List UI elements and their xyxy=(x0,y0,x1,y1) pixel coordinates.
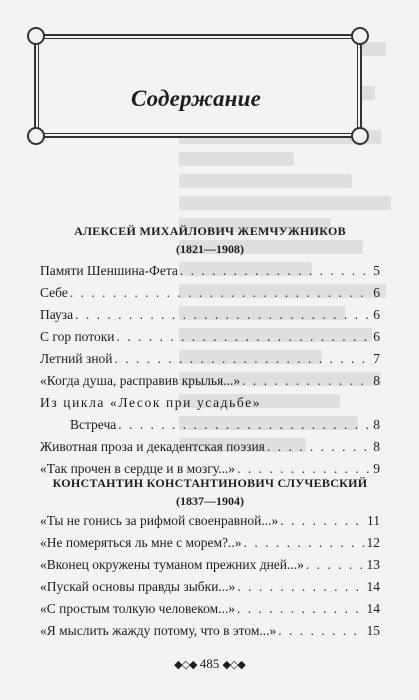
entry-page: 8 xyxy=(373,373,380,388)
toc-entry[interactable] xyxy=(40,417,380,439)
toc-entry[interactable] xyxy=(40,623,380,645)
toc-entry[interactable] xyxy=(40,439,380,461)
toc-entry[interactable] xyxy=(40,351,380,373)
author-name: КОНСТАНТИН КОНСТАНТИНОВИЧ СЛУЧЕВСКИЙ xyxy=(52,476,368,490)
toc-entry[interactable] xyxy=(40,557,380,579)
dot-leader xyxy=(115,351,372,367)
toc-entry[interactable] xyxy=(40,307,380,329)
entry-page: 6 xyxy=(373,329,380,344)
entry-page: 13 xyxy=(366,557,380,572)
entry-page: 8 xyxy=(373,439,380,454)
entry-title: «Ты не гонись за рифмой своенравной...» xyxy=(40,513,279,528)
author-years: (1837—1904) xyxy=(176,494,244,508)
toc-entry[interactable] xyxy=(40,373,380,395)
entry-title: «Вконец окружены туманом прежних дней...» xyxy=(40,557,304,572)
toc-entry[interactable] xyxy=(40,513,380,535)
frame-corner-ornament xyxy=(27,127,45,145)
page-number xyxy=(0,656,419,672)
toc-entry[interactable] xyxy=(40,329,380,351)
dot-leader xyxy=(306,557,365,573)
entry-page: 6 xyxy=(373,285,380,300)
author-name: АЛЕКСЕЙ МИХАЙЛОВИЧ ЖЕМЧУЖНИКОВ xyxy=(74,224,346,238)
entry-page: 12 xyxy=(366,535,380,550)
page-number-value: 485 xyxy=(199,656,220,671)
cycle-heading: Из цикла «Лесок при усадьбе» xyxy=(40,395,262,410)
entry-title: «Я мыслить жажду потому, что в этом...» xyxy=(40,623,277,638)
entry-title: Животная проза и декадентская поэзия xyxy=(40,439,265,454)
dot-leader xyxy=(237,461,371,477)
toc-entry[interactable] xyxy=(40,263,380,285)
entry-page: 14 xyxy=(366,601,380,616)
entry-title: Летний зной xyxy=(40,351,113,366)
entry-title: Памяти Шеншина-Фета xyxy=(40,263,178,278)
entry-page: 8 xyxy=(373,417,380,432)
toc-entry[interactable] xyxy=(40,285,380,307)
entry-title: «Так прочен в сердце и в мозгу...» xyxy=(40,461,236,476)
dot-leader xyxy=(180,263,371,279)
dot-leader xyxy=(75,307,371,323)
toc-entry[interactable] xyxy=(40,535,380,557)
frame-corner-ornament xyxy=(351,27,369,45)
entry-title: «Когда душа, расправив крылья...» xyxy=(40,373,241,388)
entry-title: «С простым толкую человеком...» xyxy=(40,601,236,616)
entry-title: «Не померяться ль мне с морем?..» xyxy=(40,535,242,550)
toc-entry[interactable] xyxy=(40,601,380,623)
entry-page: 11 xyxy=(367,513,380,528)
entry-title: Встреча xyxy=(70,417,117,432)
toc-section-1 xyxy=(40,263,380,483)
frame-corner-ornament xyxy=(351,127,369,145)
right-ornament-icon: ◆◇◆ xyxy=(222,659,245,671)
entry-title: Себе xyxy=(40,285,68,300)
entry-page: 15 xyxy=(366,623,380,638)
entry-page: 5 xyxy=(373,263,380,278)
entry-title: С гор потоки xyxy=(40,329,115,344)
dot-leader xyxy=(267,439,371,455)
dot-leader xyxy=(244,535,365,551)
dot-leader xyxy=(278,623,364,639)
frame-corner-ornament xyxy=(27,27,45,45)
left-ornament-icon: ◆◇◆ xyxy=(174,659,197,671)
entry-page: 7 xyxy=(373,351,380,366)
entry-title: «Пускай основы правды зыбки...» xyxy=(40,579,236,594)
author-years: (1821—1908) xyxy=(176,242,244,256)
entry-page: 6 xyxy=(373,307,380,322)
dot-leader xyxy=(117,329,372,345)
toc-section-2 xyxy=(40,513,380,645)
toc-entry[interactable] xyxy=(40,579,380,601)
dot-leader xyxy=(242,373,371,389)
entry-title: Пауза xyxy=(40,307,74,322)
dot-leader xyxy=(237,601,364,617)
page-heading: Содержание xyxy=(130,86,262,111)
dot-leader xyxy=(280,513,365,529)
entry-page: 14 xyxy=(366,579,380,594)
entry-page: 9 xyxy=(373,461,380,476)
dot-leader xyxy=(237,579,364,595)
dot-leader xyxy=(70,285,371,301)
dot-leader xyxy=(118,417,371,433)
